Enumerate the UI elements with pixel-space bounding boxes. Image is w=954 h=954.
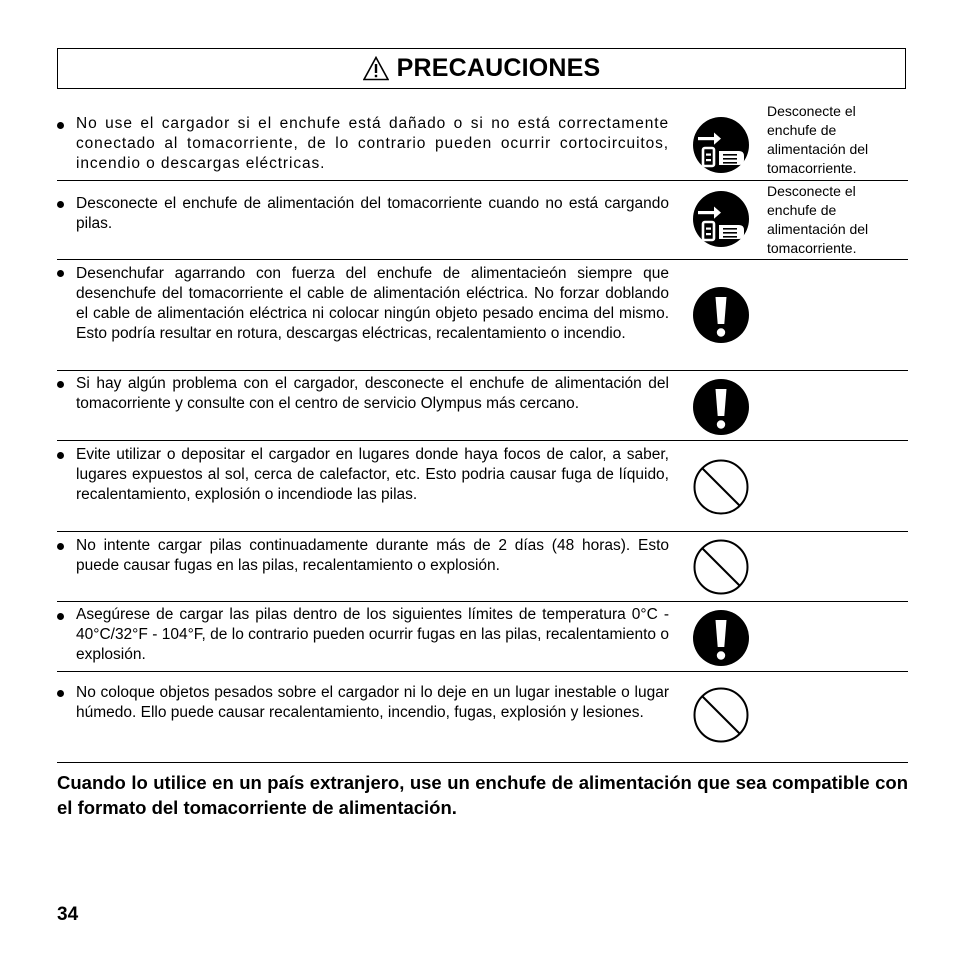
list-item xyxy=(57,181,908,260)
closing-note: Cuando lo utilice en un país extranjero, use un enchufe de alimentación que sea compatible con el formato del tomacorriente de alimentación. xyxy=(57,772,908,818)
item-text: No coloque objetos pesados sobre el cargador ni lo deje en un lugar inestable o lugar húmedo. Ello puede causar recalentamiento, incendio, fugas, explosión y lesiones. xyxy=(76,684,669,721)
title-box xyxy=(57,48,906,89)
item-text: Desenchufar agarrando con fuerza del enchufe de alimentacieón siempre que desenchufe del tomacorriente el cable de alimentación eléctrica. No forzar doblando el cable de alimentación eléctrica ni colocar ningún objeto pesado encima del mismo. Esto podría resultar en rotura, descargas eléctricas, recalentamiento o incendio. xyxy=(76,265,669,342)
prohibited-icon xyxy=(693,687,749,743)
list-item xyxy=(57,260,908,371)
list-item xyxy=(57,602,908,672)
prohibited-icon xyxy=(693,539,749,595)
item-text: No intente cargar pilas continuadamente durante más de 2 días (48 horas). Esto puede causar fugas en las pilas, recalentamiento o explosión. xyxy=(76,537,669,574)
mandatory-icon xyxy=(693,610,749,666)
page-number: 34 xyxy=(57,904,79,925)
precautions-list xyxy=(57,100,908,763)
mandatory-icon xyxy=(693,379,749,435)
item-text: Asegúrese de cargar las pilas dentro de los siguientes límites de temperatura 0°C - 40°C/32°F - 104°F, de lo contrario pueden ocurrir fugas en las pilas, recalentamiento o explosión. xyxy=(76,606,669,663)
prohibited-icon xyxy=(693,459,749,515)
bullet-icon xyxy=(57,690,64,697)
icon-caption: Desconecte el enchufe de alimentación del tomacorriente. xyxy=(767,183,869,256)
unplug-icon xyxy=(693,117,749,173)
list-item xyxy=(57,371,908,441)
bullet-icon xyxy=(57,201,64,208)
item-text: No use el cargador si el enchufe está dañado o si no está correctamente conectado al tomacorriente, de lo contrario pueden ocurrir cortocircuitos, incendio o descargas eléctricas. xyxy=(76,115,669,172)
item-text: Si hay algún problema con el cargador, desconecte el enchufe de alimentación del tomacorriente y consulte con el centro de servicio Olympus más cercano. xyxy=(76,375,669,412)
list-item xyxy=(57,672,908,763)
item-text: Desconecte el enchufe de alimentación del tomacorriente cuando no está cargando pilas. xyxy=(76,195,669,232)
bullet-icon xyxy=(57,543,64,550)
list-item xyxy=(57,441,908,532)
warning-triangle-icon xyxy=(363,56,389,81)
item-text: Evite utilizar o depositar el cargador en lugares donde haya focos de calor, a saber, lugares expuestos al sol, cerca de calefactor, etc. Esto podria causar fuga de líquido, recalentamiento, explosión o incendiode las pilas. xyxy=(76,446,669,503)
bullet-icon xyxy=(57,452,64,459)
page-title-text: PRECAUCIONES xyxy=(396,54,601,82)
list-item xyxy=(57,100,908,181)
bullet-icon xyxy=(57,122,64,129)
bullet-icon xyxy=(57,270,64,277)
mandatory-icon xyxy=(693,287,749,343)
bullet-icon xyxy=(57,381,64,388)
bullet-icon xyxy=(57,613,64,620)
list-item xyxy=(57,532,908,602)
page-title xyxy=(363,54,601,83)
icon-caption: Desconecte el enchufe de alimentación del tomacorriente. xyxy=(767,103,869,176)
unplug-icon xyxy=(693,191,749,247)
